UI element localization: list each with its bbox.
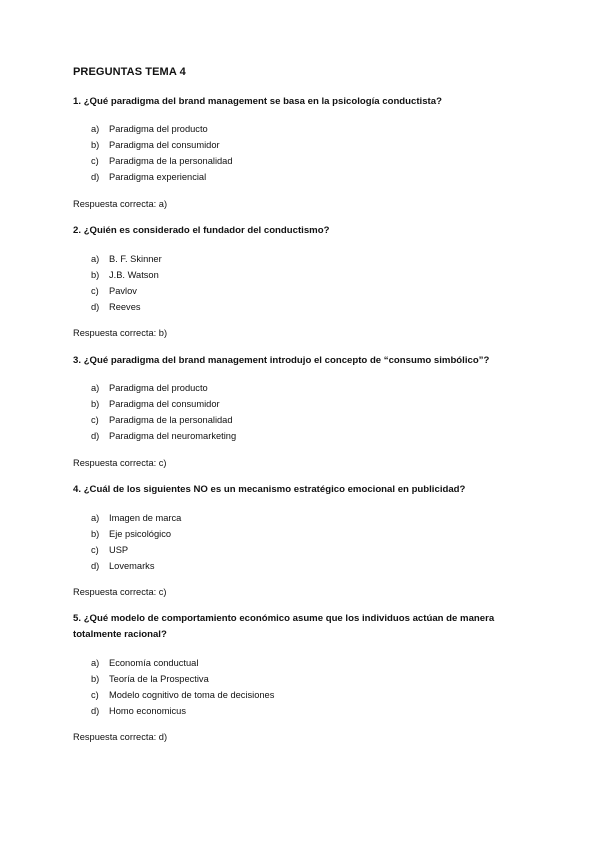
option-d xyxy=(91,299,162,315)
answer-4: Respuesta correcta: c) xyxy=(73,587,167,597)
options-list-4 xyxy=(91,510,181,574)
option-text: Paradigma experiencial xyxy=(109,172,207,182)
question-text: ¿Quién es considerado el fundador del conductismo? xyxy=(83,225,330,236)
option-text: Paradigma del consumidor xyxy=(109,399,220,409)
option-text: J.B. Watson xyxy=(109,270,159,280)
option-text: Paradigma del neuromarketing xyxy=(109,431,237,441)
option-letter: c) xyxy=(91,545,99,555)
question-2 xyxy=(73,223,513,239)
option-a xyxy=(91,121,233,137)
option-letter: c) xyxy=(91,690,99,700)
question-4 xyxy=(73,482,513,498)
option-text: Teoría de la Prospectiva xyxy=(109,674,209,684)
option-a xyxy=(91,655,274,671)
option-text: Economía conductual xyxy=(109,658,199,668)
option-text: Paradigma de la personalidad xyxy=(109,156,233,166)
option-letter: b) xyxy=(91,140,100,150)
option-b xyxy=(91,396,236,412)
option-text: Paradigma de la personalidad xyxy=(109,415,233,425)
page-title: PREGUNTAS TEMA 4 xyxy=(73,66,186,78)
option-text: Reeves xyxy=(109,302,141,312)
option-b xyxy=(91,526,181,542)
option-text: Eje psicológico xyxy=(109,529,172,539)
option-d xyxy=(91,558,181,574)
option-text: Lovemarks xyxy=(109,561,155,571)
option-letter: a) xyxy=(91,254,100,264)
option-b xyxy=(91,137,233,153)
option-c xyxy=(91,687,274,703)
question-number: 5. xyxy=(73,613,82,624)
option-letter: b) xyxy=(91,270,100,280)
question-text: ¿Cuál de los siguientes NO es un mecanismo estratégico emocional en publicidad? xyxy=(83,484,466,495)
option-b xyxy=(91,671,274,687)
option-a xyxy=(91,380,236,396)
options-list-1 xyxy=(91,121,233,185)
question-number: 3. xyxy=(73,355,82,366)
option-a xyxy=(91,510,181,526)
option-text: Modelo cognitivo de toma de decisiones xyxy=(109,690,275,700)
option-text: B. F. Skinner xyxy=(109,254,162,264)
option-letter: d) xyxy=(91,302,100,312)
option-letter: d) xyxy=(91,431,100,441)
option-text: Paradigma del consumidor xyxy=(109,140,220,150)
question-1 xyxy=(73,94,513,110)
option-text: Imagen de marca xyxy=(109,513,182,523)
question-3 xyxy=(73,353,513,369)
option-b xyxy=(91,267,162,283)
option-letter: d) xyxy=(91,706,100,716)
option-text: USP xyxy=(109,545,129,555)
answer-2: Respuesta correcta: b) xyxy=(73,328,168,338)
option-letter: d) xyxy=(91,172,100,182)
option-text: Homo economicus xyxy=(109,706,186,716)
option-letter: a) xyxy=(91,383,100,393)
option-c xyxy=(91,153,233,169)
answer-5: Respuesta correcta: d) xyxy=(73,732,168,742)
option-letter: a) xyxy=(91,124,100,134)
answer-1: Respuesta correcta: a) xyxy=(73,199,168,209)
question-text: ¿Qué modelo de comportamiento económico asume que los individuos actúan de manera totalmente racional? xyxy=(73,613,495,640)
options-list-5 xyxy=(91,655,274,719)
option-letter: c) xyxy=(91,415,99,425)
option-c xyxy=(91,412,236,428)
question-text: ¿Qué paradigma del brand management se basa en la psicología conductista? xyxy=(83,96,442,107)
option-c xyxy=(91,542,181,558)
option-letter: b) xyxy=(91,529,100,539)
option-letter: b) xyxy=(91,399,100,409)
option-letter: c) xyxy=(91,286,99,296)
question-5 xyxy=(73,611,513,643)
question-number: 1. xyxy=(73,96,82,107)
option-letter: a) xyxy=(91,513,100,523)
option-d xyxy=(91,169,233,185)
option-letter: c) xyxy=(91,156,99,166)
question-number: 2. xyxy=(73,225,82,236)
option-text: Paradigma del producto xyxy=(109,124,208,134)
option-d xyxy=(91,428,236,444)
option-c xyxy=(91,283,162,299)
option-letter: b) xyxy=(91,674,100,684)
option-letter: a) xyxy=(91,658,100,668)
option-a xyxy=(91,251,162,267)
options-list-2 xyxy=(91,251,162,315)
option-letter: d) xyxy=(91,561,100,571)
option-text: Paradigma del producto xyxy=(109,383,208,393)
option-d xyxy=(91,703,274,719)
question-text: ¿Qué paradigma del brand management introdujo el concepto de “consumo simbólico”? xyxy=(83,355,490,366)
question-number: 4. xyxy=(73,484,82,495)
answer-3: Respuesta correcta: c) xyxy=(73,458,167,468)
options-list-3 xyxy=(91,380,236,444)
option-text: Pavlov xyxy=(109,286,137,296)
